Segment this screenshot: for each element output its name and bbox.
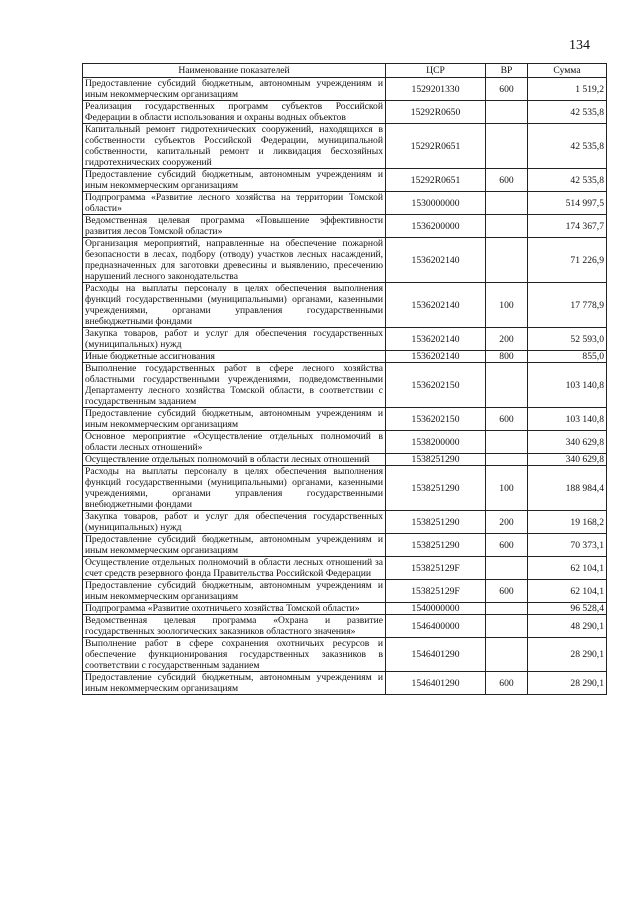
row-vr: 600 [486, 580, 528, 603]
row-sum: 514 997,5 [528, 192, 607, 215]
row-csr: 153825129F [386, 557, 486, 580]
table-row [83, 603, 607, 615]
page-number: 134 [569, 38, 590, 53]
row-sum: 52 593,0 [528, 328, 607, 351]
table-row [83, 124, 607, 169]
table-row [83, 466, 607, 511]
row-name: Предоставление субсидий бюджетным, автономным учреждениям и иным некоммерческим организациям [83, 78, 386, 101]
row-sum: 42 535,8 [528, 169, 607, 192]
row-name: Подпрограмма «Развитие охотничьего хозяйства Томской области» [83, 603, 386, 615]
row-csr: 1538251290 [386, 466, 486, 511]
row-csr: 1529201330 [386, 78, 486, 101]
table-row [83, 408, 607, 431]
table-row [83, 511, 607, 534]
table-row [83, 557, 607, 580]
row-name: Осуществление отдельных полномочий в области лесных отношений [83, 454, 386, 466]
table-row [83, 615, 607, 638]
row-sum: 19 168,2 [528, 511, 607, 534]
row-vr [486, 454, 528, 466]
column-header-sum: Сумма [528, 64, 607, 78]
table-row [83, 363, 607, 408]
row-vr [486, 638, 528, 672]
row-sum: 70 373,1 [528, 534, 607, 557]
row-name: Подпрограмма «Развитие лесного хозяйства на территории Томской области» [83, 192, 386, 215]
column-header-csr: ЦСР [386, 64, 486, 78]
row-name: Предоставление субсидий бюджетным, автономным учреждениям и иным некоммерческим организациям [83, 580, 386, 603]
column-header-vr: ВР [486, 64, 528, 78]
row-name: Основное мероприятие «Осуществление отдельных полномочий в области лесных отношений» [83, 431, 386, 454]
row-name: Предоставление субсидий бюджетным, автономным учреждениям и иным некоммерческим организациям [83, 672, 386, 695]
row-csr: 1536202150 [386, 408, 486, 431]
row-name: Иные бюджетные ассигнования [83, 351, 386, 363]
row-vr [486, 124, 528, 169]
table-row [83, 101, 607, 124]
row-name: Предоставление субсидий бюджетным, автономным учреждениям и иным некоммерческим организациям [83, 169, 386, 192]
table-row [83, 672, 607, 695]
row-vr [486, 615, 528, 638]
row-name: Ведомственная целевая программа «Повышение эффективности развития лесов Томской области» [83, 215, 386, 238]
row-csr: 1538251290 [386, 511, 486, 534]
row-csr: 15292R0651 [386, 124, 486, 169]
row-vr [486, 431, 528, 454]
row-sum: 28 290,1 [528, 638, 607, 672]
row-csr: 1538251290 [386, 454, 486, 466]
row-csr: 1530000000 [386, 192, 486, 215]
row-vr: 600 [486, 78, 528, 101]
row-csr: 15292R0650 [386, 101, 486, 124]
row-csr: 153825129F [386, 580, 486, 603]
row-vr: 600 [486, 408, 528, 431]
row-vr [486, 363, 528, 408]
row-csr: 1536202140 [386, 238, 486, 283]
row-name: Осуществление отдельных полномочий в области лесных отношений за счет средств резервного фонда Правительства Российской Федерации [83, 557, 386, 580]
row-vr [486, 557, 528, 580]
row-csr: 1546401290 [386, 638, 486, 672]
row-sum: 103 140,8 [528, 363, 607, 408]
row-csr: 15292R0651 [386, 169, 486, 192]
row-sum: 62 104,1 [528, 580, 607, 603]
row-csr: 1540000000 [386, 603, 486, 615]
row-csr: 1536202140 [386, 328, 486, 351]
table-row [83, 78, 607, 101]
row-sum: 340 629,8 [528, 454, 607, 466]
row-sum: 103 140,8 [528, 408, 607, 431]
table-row [83, 351, 607, 363]
budget-table [82, 63, 607, 695]
row-vr: 100 [486, 466, 528, 511]
row-csr: 1536200000 [386, 215, 486, 238]
row-csr: 1536202140 [386, 351, 486, 363]
row-vr: 600 [486, 672, 528, 695]
table-header-row [83, 64, 607, 78]
row-vr [486, 215, 528, 238]
row-name: Капитальный ремонт гидротехнических сооружений, находящихся в собственности субъектов Российской Федерации, муниципальной собственности, капитальный ремонт и ликвидация бесхозяйных гидротехнических сооружений [83, 124, 386, 169]
table-row [83, 454, 607, 466]
row-sum: 48 290,1 [528, 615, 607, 638]
row-vr [486, 238, 528, 283]
table-row [83, 169, 607, 192]
row-name: Предоставление субсидий бюджетным, автономным учреждениям и иным некоммерческим организациям [83, 534, 386, 557]
table-row [83, 192, 607, 215]
row-vr: 200 [486, 511, 528, 534]
row-name: Выполнение государственных работ в сфере лесного хозяйства областными государственными учреждениями, подведомственными Департаменту лесного хозяйства Томской области, в соответствии с государственным заданием [83, 363, 386, 408]
column-header-name: Наименование показателей [83, 64, 386, 78]
row-sum: 96 528,4 [528, 603, 607, 615]
row-sum: 62 104,1 [528, 557, 607, 580]
row-sum: 42 535,8 [528, 124, 607, 169]
table-row [83, 328, 607, 351]
row-name: Ведомственная целевая программа «Охрана и развитие государственных зоологических заказников областного значения» [83, 615, 386, 638]
row-vr: 600 [486, 534, 528, 557]
row-name: Организация мероприятий, направленные на обеспечение пожарной безопасности в лесах, подбору (отводу) участков лесных насаждений, предназначенных для заготовки древесины и выявлению, пресечению нарушений лесного законодательства [83, 238, 386, 283]
row-csr: 1538251290 [386, 534, 486, 557]
row-vr: 200 [486, 328, 528, 351]
row-sum: 17 778,9 [528, 283, 607, 328]
row-sum: 174 367,7 [528, 215, 607, 238]
row-name: Закупка товаров, работ и услуг для обеспечения государственных (муниципальных) нужд [83, 328, 386, 351]
row-sum: 855,0 [528, 351, 607, 363]
row-vr [486, 101, 528, 124]
table-row [83, 638, 607, 672]
row-sum: 1 519,2 [528, 78, 607, 101]
row-csr: 1546401290 [386, 672, 486, 695]
table-row [83, 580, 607, 603]
row-sum: 42 535,8 [528, 101, 607, 124]
row-csr: 1546400000 [386, 615, 486, 638]
row-sum: 188 984,4 [528, 466, 607, 511]
table-row [83, 534, 607, 557]
row-name: Расходы на выплаты персоналу в целях обеспечения выполнения функций государственными (муниципальными) органами, казенными учреждениями, органами управления государственными внебюджетными фондами [83, 466, 386, 511]
row-name: Выполнение работ в сфере сохранения охотничьих ресурсов и обеспечение функционирования государственных заказников в соответствии с государственным заданием [83, 638, 386, 672]
row-csr: 1536202140 [386, 283, 486, 328]
row-sum: 71 226,9 [528, 238, 607, 283]
row-name: Закупка товаров, работ и услуг для обеспечения государственных (муниципальных) нужд [83, 511, 386, 534]
row-sum: 340 629,8 [528, 431, 607, 454]
row-csr: 1536202150 [386, 363, 486, 408]
row-name: Реализация государственных программ субъектов Российской Федерации в области использования и охраны водных объектов [83, 101, 386, 124]
row-sum: 28 290,1 [528, 672, 607, 695]
table-row [83, 215, 607, 238]
row-vr: 600 [486, 169, 528, 192]
row-csr: 1538200000 [386, 431, 486, 454]
row-name: Расходы на выплаты персоналу в целях обеспечения выполнения функций государственными (муниципальными) органами, казенными учреждениями, органами управления государственными внебюджетными фондами [83, 283, 386, 328]
row-vr [486, 603, 528, 615]
row-vr [486, 192, 528, 215]
table-row [83, 238, 607, 283]
table-row [83, 431, 607, 454]
row-name: Предоставление субсидий бюджетным, автономным учреждениям и иным некоммерческим организациям [83, 408, 386, 431]
row-vr: 800 [486, 351, 528, 363]
table-row [83, 283, 607, 328]
row-vr: 100 [486, 283, 528, 328]
